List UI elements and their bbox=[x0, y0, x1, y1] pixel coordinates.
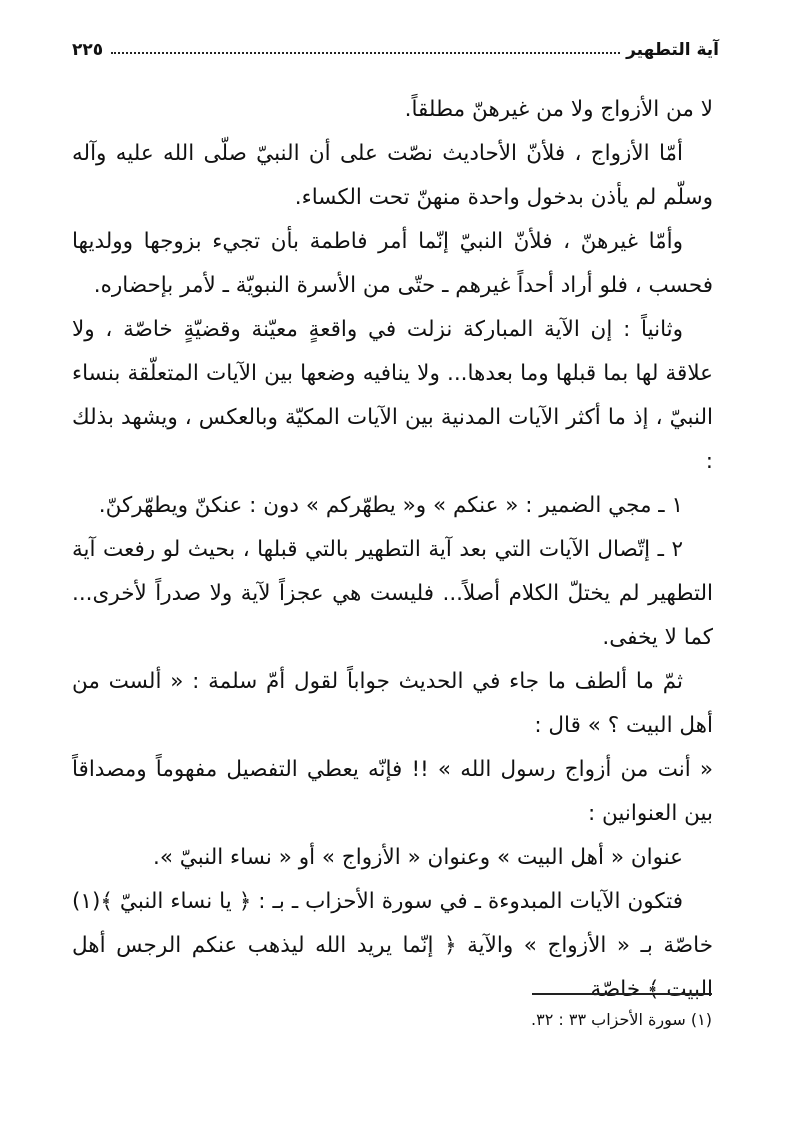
dotted-leader bbox=[111, 51, 620, 54]
paragraph: عنوان « أهل البيت » وعنوان « الأزواج » أو « نساء النبيّ ». bbox=[152, 845, 683, 870]
paragraph: ثمّ ما ألطف ما جاء في الحديث جواباً لقول أمّ سلمة : « ألست من أهل البيت ؟ » قال : bbox=[72, 669, 713, 738]
paragraph: « أنت من أزواج رسول الله » !! فإنّه يعطي التفصيل مفهوماً ومصداقاً بين العنوانين : bbox=[72, 757, 713, 826]
footnote-divider bbox=[532, 993, 712, 995]
chapter-title: آية التطهير bbox=[626, 40, 719, 60]
page-number: ٢٢٥ bbox=[72, 40, 104, 60]
page-body bbox=[72, 88, 713, 1012]
paragraph: لا من الأزواج ولا من غيرهنّ مطلقاً. bbox=[404, 97, 713, 122]
list-item: ١ ـ مجي الضمير : « عنكم » و« يطهّركم » دون : عنكنّ ويطهّركنّ. bbox=[98, 493, 683, 518]
paragraph: فتكون الآيات المبدوءة ـ في سورة الأحزاب ـ بـ : ﴿ يا نساء النبيّ ﴾(١) خاصّة بـ « الأزواج » والآية ﴿ إنّما يريد الله ليذهب عنكم الرجس أهل البيت ﴾ خاصّة bbox=[72, 889, 713, 1002]
footnote: (١) سورة الأحزاب ٣٣ : ٣٢. bbox=[531, 1010, 712, 1029]
paragraph: أمّا الأزواج ، فلأنّ الأحاديث نصّت على أن النبيّ صلّى الله عليه وآله وسلّم لم يأذن بدخول واحدة منهنّ تحت الكساء. bbox=[72, 141, 713, 210]
running-header bbox=[72, 30, 719, 60]
list-item: ٢ ـ إتّصال الآيات التي بعد آية التطهير بالتي قبلها ، بحيث لو رفعت آية التطهير لم يختلّ الكلام أصلاً... فليست هي عجزاً لآية ولا صدراً لأخرى... كما لا يخفى. bbox=[72, 537, 713, 650]
paragraph: وأمّا غيرهنّ ، فلأنّ النبيّ إنّما أمر فاطمة بأن تجيء بزوجها وولديها فحسب ، فلو أراد أحداً غيرهم ـ حتّى من الأسرة النبويّة ـ لأمر بإحضاره. bbox=[72, 229, 713, 298]
paragraph: وثانياً : إن الآية المباركة نزلت في واقعةٍ معيّنة وقضيّةٍ خاصّة ، ولا علاقة لها بما قبلها وما بعدها... ولا ينافيه وضعها بين الآيات المتعلّقة بنساء النبيّ ، إذ ما أكثر الآيات المدنية بين الآيات المكيّة وبالعكس ، ويشهد بذلك : bbox=[72, 317, 713, 474]
